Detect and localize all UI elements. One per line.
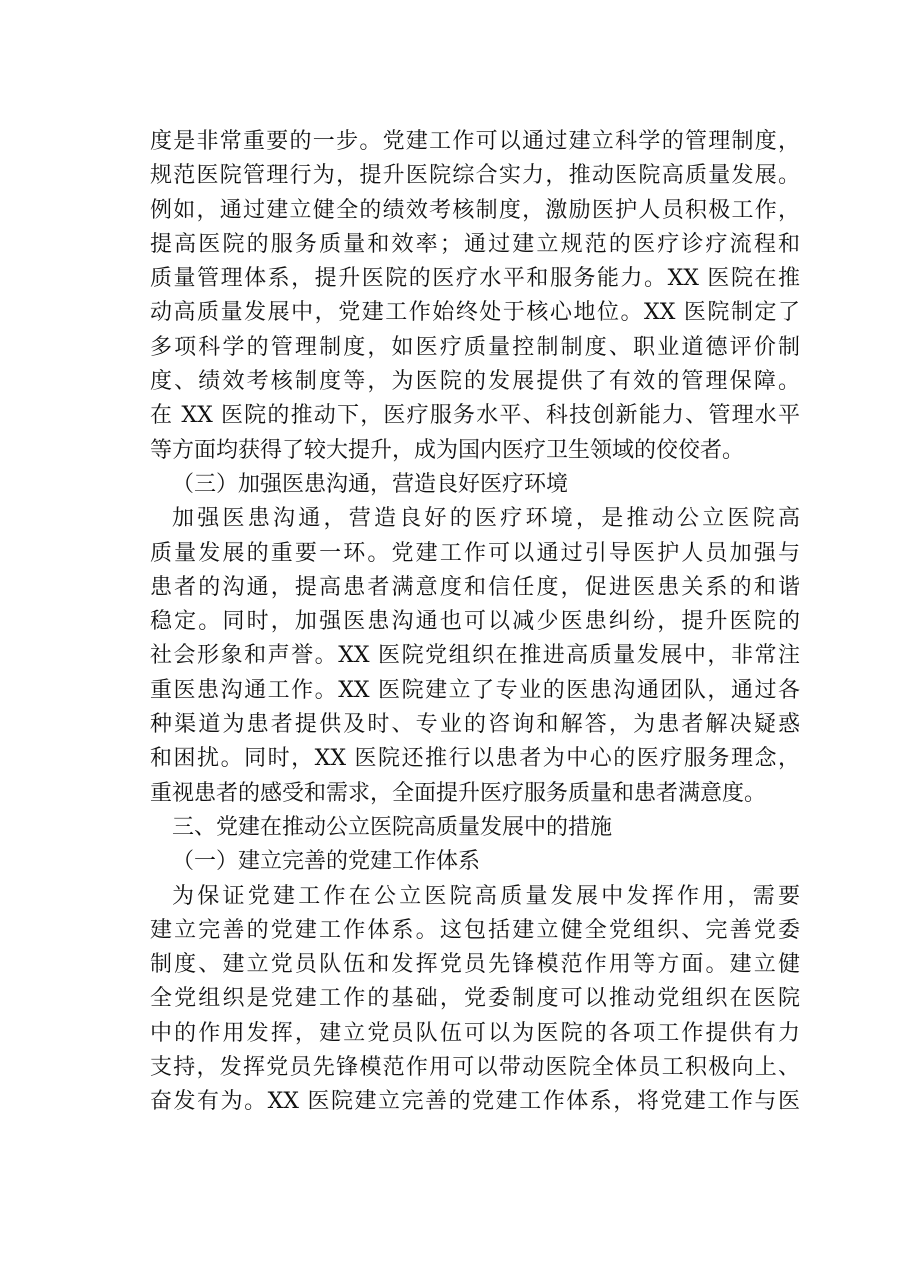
text-line: 患者的沟通，提高患者满意度和信任度，促进医患关系的和谐 bbox=[150, 574, 800, 600]
text-line: 度是非常重要的一步。党建工作可以通过建立科学的管理制度， bbox=[150, 129, 800, 154]
text-line: 支持，发挥党员先锋模范作用可以带动医院全体员工积极向上、 bbox=[150, 1055, 800, 1081]
text-line: 多项科学的管理制度，如医疗质量控制制度、职业道德评价制 bbox=[150, 334, 800, 360]
text-line: 为保证党建工作在公立医院高质量发展中发挥作用，需要 bbox=[172, 883, 800, 909]
text-line: 加强医患沟通，营造良好的医疗环境，是推动公立医院高 bbox=[172, 506, 800, 532]
text-line: 规范医院管理行为，提升医院综合实力，推动医院高质量发展。 bbox=[150, 163, 800, 189]
text-line: 例如，通过建立健全的绩效考核制度，激励医护人员积极工作， bbox=[150, 197, 800, 223]
text-line: （三）加强医患沟通，营造良好医疗环境 bbox=[172, 471, 569, 497]
text-line: （一）建立完善的党建工作体系 bbox=[172, 849, 481, 875]
text-line: 建立完善的党建工作体系。这包括建立健全党组织、完善党委 bbox=[150, 917, 800, 943]
text-line: 和困扰。同时，XX 医院还推行以患者为中心的医疗服务理念， bbox=[150, 746, 800, 772]
text-line: 奋发有为。XX 医院建立完善的党建工作体系，将党建工作与医 bbox=[150, 1089, 800, 1115]
text-line: 制度、建立党员队伍和发挥党员先锋模范作用等方面。建立健 bbox=[150, 952, 800, 978]
text-line: 等方面均获得了较大提升，成为国内医疗卫生领域的佼佼者。 bbox=[150, 437, 745, 463]
document-page bbox=[150, 125, 800, 1120]
text-line: 三、党建在推动公立医院高质量发展中的措施 bbox=[172, 814, 613, 840]
text-line: 重视患者的感受和需求，全面提升医疗服务质量和患者满意度。 bbox=[150, 780, 767, 806]
text-line: 提高医院的服务质量和效率；通过建立规范的医疗诊疗流程和 bbox=[150, 231, 800, 257]
text-line: 全党组织是党建工作的基础，党委制度可以推动党组织在医院 bbox=[150, 986, 800, 1012]
text-line: 在 XX 医院的推动下，医疗服务水平、科技创新能力、管理水平 bbox=[150, 403, 801, 429]
text-line: 种渠道为患者提供及时、专业的咨询和解答，为患者解决疑惑 bbox=[150, 712, 800, 738]
text-line: 质量管理体系，提升医院的医疗水平和服务能力。XX 医院在推 bbox=[150, 266, 800, 292]
text-line: 重医患沟通工作。XX 医院建立了专业的医患沟通团队，通过各 bbox=[150, 677, 800, 703]
text-line: 质量发展的重要一环。党建工作可以通过引导医护人员加强与 bbox=[150, 540, 800, 566]
text-line: 动高质量发展中，党建工作始终处于核心地位。XX 医院制定了 bbox=[150, 300, 800, 326]
text-line: 中的作用发挥，建立党员队伍可以为医院的各项工作提供有力 bbox=[150, 1020, 800, 1046]
text-line: 社会形象和声誉。XX 医院党组织在推进高质量发展中，非常注 bbox=[150, 643, 800, 669]
text-line: 稳定。同时，加强医患沟通也可以减少医患纠纷，提升医院的 bbox=[150, 609, 800, 635]
text-line: 度、绩效考核制度等，为医院的发展提供了有效的管理保障。 bbox=[150, 369, 800, 395]
